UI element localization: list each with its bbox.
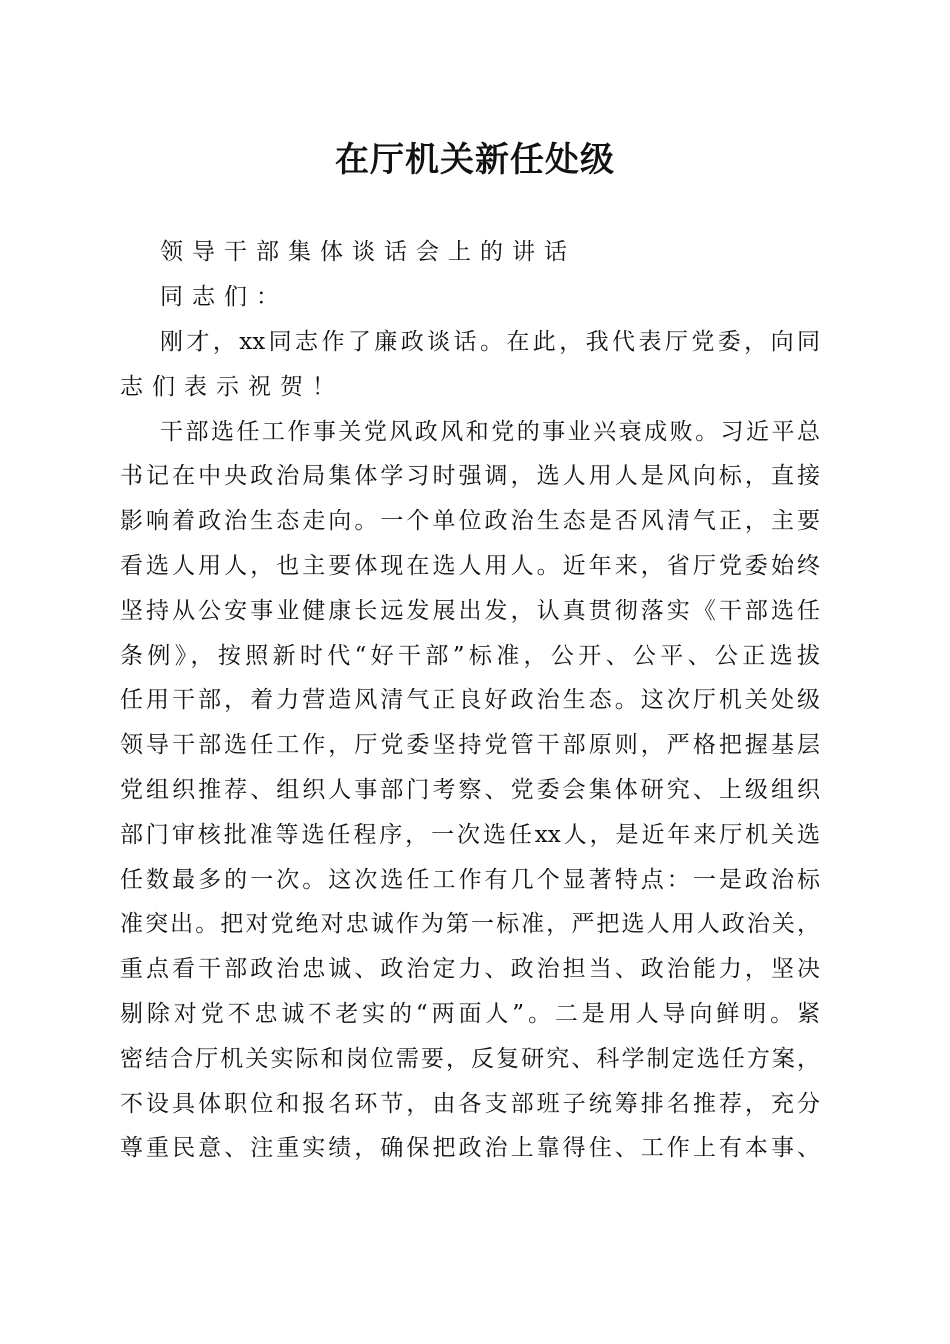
paragraph-line: 干部选任工作事关党风政风和党的事业兴衰成败。习近平总 — [160, 418, 820, 445]
paragraph-line: 影响着政治生态走向。一个单位政治生态是否风清气正，主要 — [120, 508, 820, 535]
paragraph-line: 看选人用人，也主要体现在选人用人。近年来，省厅党委始终 — [120, 553, 820, 579]
paragraph-line: 条例》，按照新时代“好干部”标准，公开、公平、公正选拔 — [120, 642, 820, 669]
paragraph-line: 刚才，xx同志作了廉政谈话。在此，我代表厅党委，向同 — [160, 329, 820, 355]
document-title: 在厅机关新任处级 — [335, 140, 615, 180]
paragraph-line: 不设具体职位和报名环节，由各支部班子统筹排名推荐，充分 — [120, 1090, 820, 1117]
subtitle: 领导干部集体谈话会上的讲话 — [160, 239, 576, 265]
paragraph-line: 坚持从公安事业健康长远发展出发，认真贯彻落实《干部选任 — [120, 597, 820, 624]
paragraph-line: 党组织推荐、组织人事部门考察、党委会集体研究、上级组织 — [120, 777, 820, 803]
paragraph-line: 准突出。把对党绝对忠诚作为第一标准，严把选人用人政治关， — [120, 911, 820, 938]
paragraph-line: 书记在中央政治局集体学习时强调，选人用人是风向标，直接 — [120, 463, 820, 490]
paragraph-line: 尊重民意、注重实绩，确保把政治上靠得住、工作上有本事、 — [120, 1135, 820, 1162]
paragraph-line: 重点看干部政治忠诚、政治定力、政治担当、政治能力，坚决 — [120, 956, 820, 983]
salutation: 同志们： — [160, 284, 288, 310]
paragraph-line: 任用干部，着力营造风清气正良好政治生态。这次厅机关处级 — [120, 687, 820, 714]
paragraph-line: 任数最多的一次。这次选任工作有几个显著特点：一是政治标 — [120, 866, 820, 893]
paragraph-line: 密结合厅机关实际和岗位需要，反复研究、科学制定选任方案， — [120, 1045, 820, 1072]
paragraph-line: 志们表示祝贺！ — [120, 373, 344, 400]
paragraph-line: 剔除对党不忠诚不老实的“两面人”。二是用人导向鲜明。紧 — [120, 1001, 820, 1027]
paragraph-line: 部门审核批准等选任程序，一次选任xx人，是近年来厅机关选 — [120, 821, 820, 848]
paragraph-line: 领导干部选任工作，厅党委坚持党管干部原则，严格把握基层 — [120, 732, 820, 759]
